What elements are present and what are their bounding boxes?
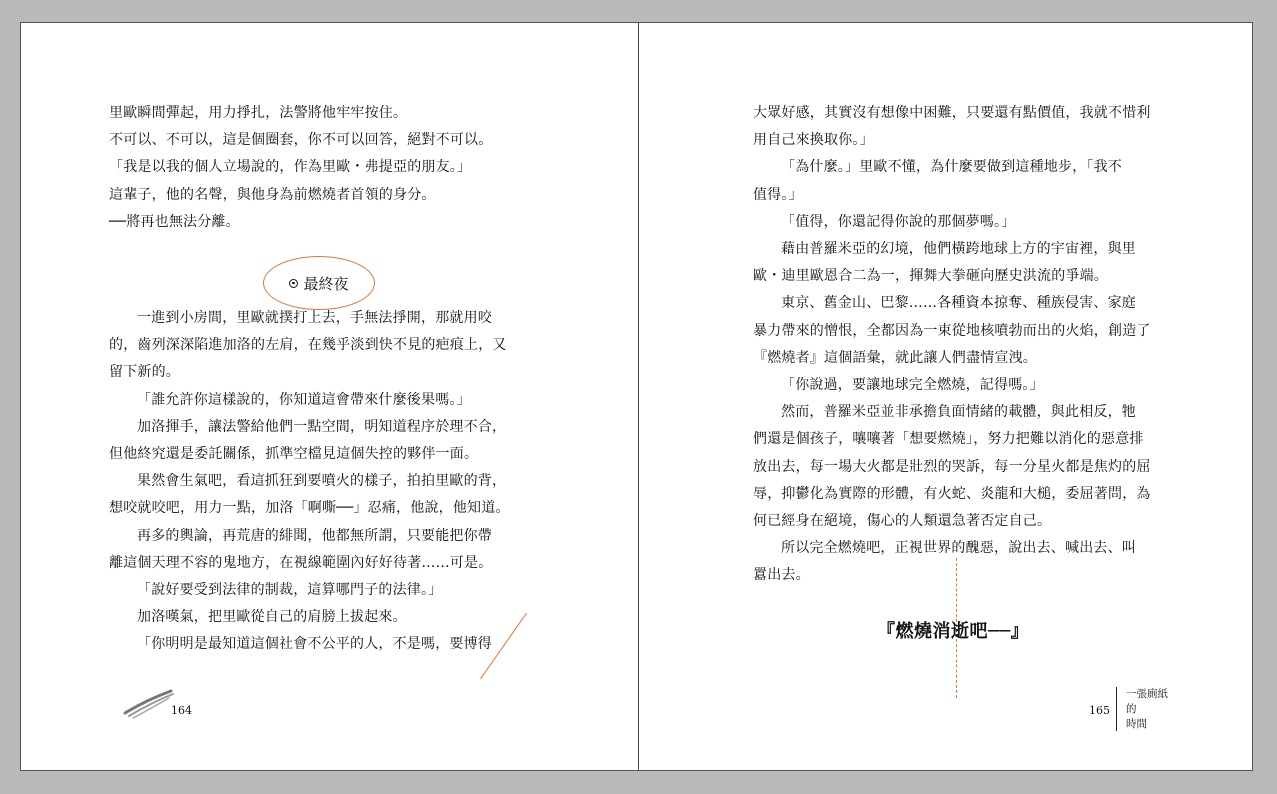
left-page bbox=[21, 23, 638, 770]
text-line: 想咬就咬吧，用力一點，加洛「啊嘶──」忍痛，他說，他知道。 bbox=[109, 500, 510, 517]
left-body-text bbox=[109, 305, 529, 659]
section-heading bbox=[263, 256, 375, 310]
text-line: 們還是個孩子，嚷嚷著「想要燃燒」，努力把難以消化的惡意排 bbox=[753, 431, 1144, 448]
text-line: 「你說過，要讓地球完全燃燒，記得嗎。」 bbox=[781, 377, 1044, 394]
text-line: 用自己來換取你。」 bbox=[753, 132, 874, 149]
text-line: 藉由普羅米亞的幻境，他們橫跨地球上方的宇宙裡，與里 bbox=[781, 241, 1136, 258]
finale-line: 『燃燒消逝吧──』 bbox=[877, 621, 1030, 642]
section-heading-label: 最終夜 bbox=[303, 274, 349, 293]
text-line: 「我是以我的個人立場說的，作為里歐・弗提亞的朋友。」 bbox=[109, 159, 472, 176]
text-line: 放出去，每一場大火都是壯烈的哭訴，每一分星火都是焦灼的屈 bbox=[753, 458, 1151, 475]
page-number-left: 164 bbox=[171, 704, 192, 717]
text-line: 的，齒列深深陷進加洛的左肩，在幾乎淡到快不見的疤痕上，又 bbox=[109, 337, 507, 354]
text-line: 「誰允許你這樣說的，你知道這會帶來什麼後果嗎。」 bbox=[137, 391, 471, 408]
text-line: 加洛嘆氣，把里歐從自己的肩膀上拔起來。 bbox=[137, 609, 407, 626]
right-text bbox=[753, 100, 1173, 590]
text-line: 值得。」 bbox=[753, 186, 803, 203]
text-line: 暴力帶來的憎恨，全都因為一束從地核噴勃而出的火焰，創造了 bbox=[753, 322, 1151, 339]
text-line: 東京、舊金山、巴黎……各種資本掠奪、種族侵害、家庭 bbox=[781, 295, 1136, 312]
eye-icon bbox=[289, 279, 298, 288]
running-book-title bbox=[1126, 687, 1168, 732]
text-line: 里歐瞬間彈起，用力掙扎，法警將他牢牢按住。 bbox=[109, 105, 408, 121]
text-line: 留下新的。 bbox=[109, 364, 180, 381]
text-line: 再多的輿論，再荒唐的緋聞，他都無所謂，只要能把你帶 bbox=[137, 527, 492, 544]
book-title-line: 時間 bbox=[1126, 718, 1147, 730]
text-line: 一進到小房間，里歐就撲打上去，手無法掙開，那就用咬 bbox=[137, 310, 492, 326]
brush-stroke-icon bbox=[123, 689, 175, 719]
text-line: 辱，抑鬱化為實際的形體，有火蛇、炎龍和大槌，委屈著問，為 bbox=[753, 485, 1151, 502]
text-line: 歐・迪里歐恩合二為一，揮舞大拳砸向歷史洪流的爭端。 bbox=[753, 268, 1108, 285]
book-title-line: 一張廁紙 bbox=[1126, 688, 1168, 700]
book-title-line: 的 bbox=[1126, 703, 1137, 715]
text-line: 所以完全燃燒吧，正視世界的醜惡，說出去、喊出去、叫 bbox=[781, 540, 1136, 557]
text-line: 然而，普羅米亞並非承擔負面情緒的載體，與此相反，牠 bbox=[781, 404, 1136, 421]
text-line: 何已經身在絕境，傷心的人類還急著否定自己。 bbox=[753, 513, 1052, 530]
book-spread bbox=[20, 22, 1253, 771]
text-line: 「值得，你還記得你說的那個夢嗎。」 bbox=[781, 213, 1016, 230]
text-line: 大眾好感，其實沒有想像中困難，只要還有點價值，我就不惜利 bbox=[753, 105, 1151, 121]
text-line: 「你明明是最知道這個社會不公平的人，不是嗎，要博得 bbox=[137, 636, 492, 653]
page-number-right: 165 bbox=[1089, 704, 1110, 717]
book-title-rule bbox=[1116, 687, 1117, 731]
text-line: 『燃燒者』這個語彙，就此讓人們盡情宣洩。 bbox=[753, 349, 1037, 366]
text-line: ──將再也無法分離。 bbox=[109, 213, 240, 230]
right-page bbox=[639, 23, 1254, 770]
text-line: 果然會生氣吧，看這抓狂到要噴火的樣子，拍拍里歐的背， bbox=[137, 473, 507, 490]
left-top-text bbox=[109, 100, 529, 236]
text-line: 囂出去。 bbox=[753, 567, 810, 584]
text-line: 離這個天理不容的鬼地方，在視線範圍內好好待著……可是。 bbox=[109, 554, 493, 571]
text-line: 「為什麼。」里歐不懂，為什麼要做到這種地步，「我不 bbox=[781, 159, 1122, 176]
text-line: 但他終究還是委託關係，抓準空檔見這個失控的夥伴一面。 bbox=[109, 446, 479, 463]
text-line: 這輩子，他的名聲，與他身為前燃燒者首領的身分。 bbox=[109, 186, 436, 203]
text-line: 不可以、不可以，這是個圈套，你不可以回答，絕對不可以。 bbox=[109, 132, 493, 149]
text-line: 「說好要受到法律的制裁，這算哪門子的法律。」 bbox=[137, 582, 443, 599]
text-line: 加洛揮手，讓法警給他們一點空間，明知道程序於理不合， bbox=[137, 418, 507, 435]
